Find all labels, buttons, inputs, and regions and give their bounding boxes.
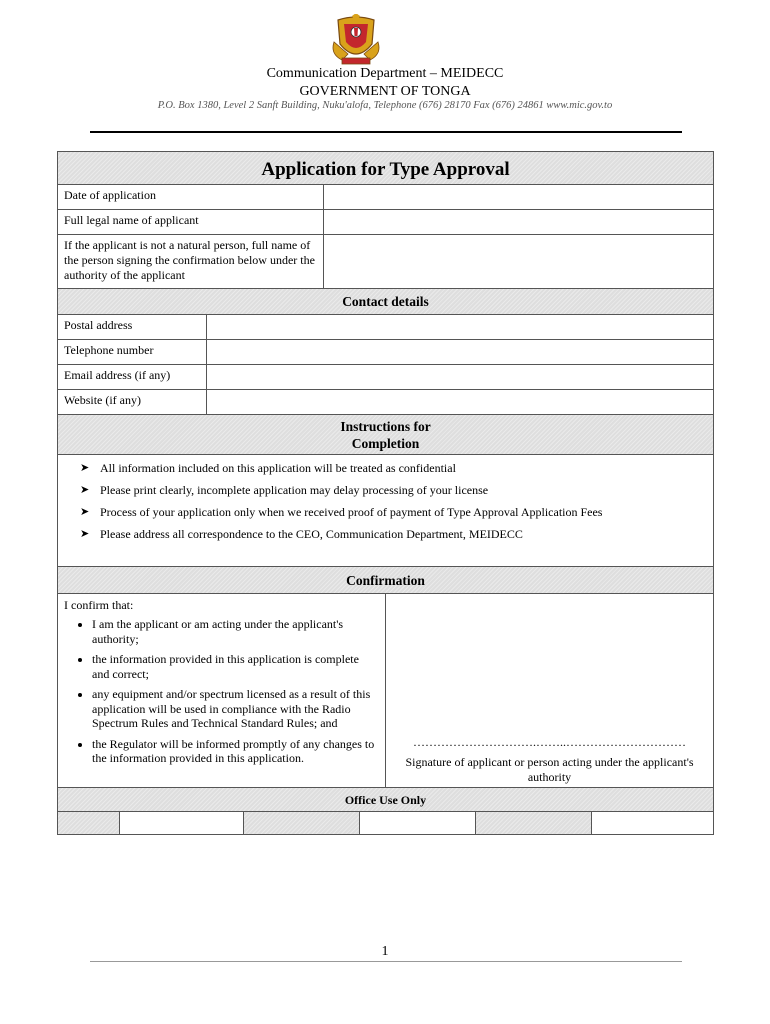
list-item (80, 461, 602, 476)
footer-divider (90, 961, 682, 962)
page-number: 1 (381, 944, 389, 959)
instruction-text: Process of your application only when we received proof of payment of Type Approval Application Fees (100, 505, 603, 519)
list-item: • the information provided in this application is complete and correct; (92, 652, 379, 681)
form-title-row (58, 152, 713, 185)
arrow-bullet-icon: ➤ (80, 528, 90, 540)
office-cell (58, 812, 120, 834)
list-item (80, 483, 602, 498)
office-heading-row (58, 788, 713, 812)
field-label: Date of application (58, 185, 324, 209)
instructions-heading-line: Completion (351, 436, 420, 451)
form-title: Application for Type Approval (261, 159, 510, 180)
contact-row (58, 315, 713, 340)
instructions-row (58, 455, 713, 567)
applicant-row (58, 210, 713, 235)
contact-row (58, 340, 713, 365)
government-name: GOVERNMENT OF TONGA (299, 84, 471, 99)
office-heading: Office Use Only (344, 793, 427, 807)
field-label: Full legal name of applicant (58, 210, 324, 234)
signature-caption: Signature of applicant or person acting under the applicant's authority (405, 755, 694, 784)
date-of-application-input[interactable] (324, 185, 713, 209)
list-item (80, 505, 602, 520)
list-item: • any equipment and/or spectrum licensed as a result of this application will be used in compliance with the Radio Spectrum Rules and Technical Standard Rules; and (92, 687, 379, 731)
contact-row (58, 365, 713, 390)
instruction-text: Please print clearly, incomplete application may delay processing of your license (100, 483, 489, 497)
application-form (57, 151, 714, 835)
field-label: Telephone number (58, 340, 207, 364)
instruction-text: All information included on this application will be treated as confidential (100, 461, 456, 475)
field-label: Email address (if any) (58, 365, 207, 389)
field-label: If the applicant is not a natural person, full name of the person signing the confirmation below under the authority of the applicant (58, 235, 324, 288)
instructions-heading-line: Instructions for (340, 419, 431, 434)
legal-name-input[interactable] (324, 210, 713, 234)
header-divider (90, 131, 682, 133)
contact-row (58, 390, 713, 415)
postal-address-input[interactable] (207, 315, 713, 339)
website-input[interactable] (207, 390, 713, 414)
email-input[interactable] (207, 365, 713, 389)
contact-address: P.O. Box 1380, Level 2 Sanft Building, Nuku'alofa, Telephone (676) 28170 Fax (676) 24861 www.mic.gov.to (157, 100, 613, 111)
instructions-heading (58, 415, 713, 454)
confirmation-list (64, 617, 379, 766)
telephone-input[interactable] (207, 340, 713, 364)
list-item: • I am the applicant or am acting under the applicant's authority; (92, 617, 379, 646)
list-item (80, 527, 602, 542)
confirmation-intro: I confirm that: (64, 598, 134, 612)
applicant-row (58, 235, 713, 289)
office-cell[interactable] (592, 812, 713, 834)
office-cell[interactable] (360, 812, 476, 834)
signature-area[interactable] (386, 594, 713, 787)
signatory-name-input[interactable] (324, 235, 713, 288)
confirmation-statements (58, 594, 386, 787)
confirmation-row (58, 594, 713, 788)
coat-of-arms-logo (330, 14, 382, 66)
instructions-list (58, 455, 602, 566)
instruction-text: Please address all correspondence to the CEO, Communication Department, MEIDECC (100, 527, 523, 541)
confirmation-heading: Confirmation (346, 573, 425, 588)
department-name: Communication Department – MEIDECC (266, 66, 504, 81)
list-item: • the Regulator will be informed promptly of any changes to the information provided in this application. (92, 737, 379, 766)
contact-heading: Contact details (342, 294, 429, 309)
signature-line: ………………………….……..………………………… (413, 735, 686, 749)
arrow-bullet-icon: ➤ (80, 506, 90, 518)
office-use-row (58, 812, 713, 835)
arrow-bullet-icon: ➤ (80, 462, 90, 474)
arrow-bullet-icon: ➤ (80, 484, 90, 496)
office-cell[interactable] (120, 812, 244, 834)
field-label: Postal address (58, 315, 207, 339)
applicant-row (58, 185, 713, 210)
contact-heading-row (58, 289, 713, 315)
confirmation-heading-row (58, 567, 713, 594)
office-cell (244, 812, 360, 834)
field-label: Website (if any) (58, 390, 207, 414)
office-cell (476, 812, 592, 834)
instructions-heading-row (58, 415, 713, 455)
